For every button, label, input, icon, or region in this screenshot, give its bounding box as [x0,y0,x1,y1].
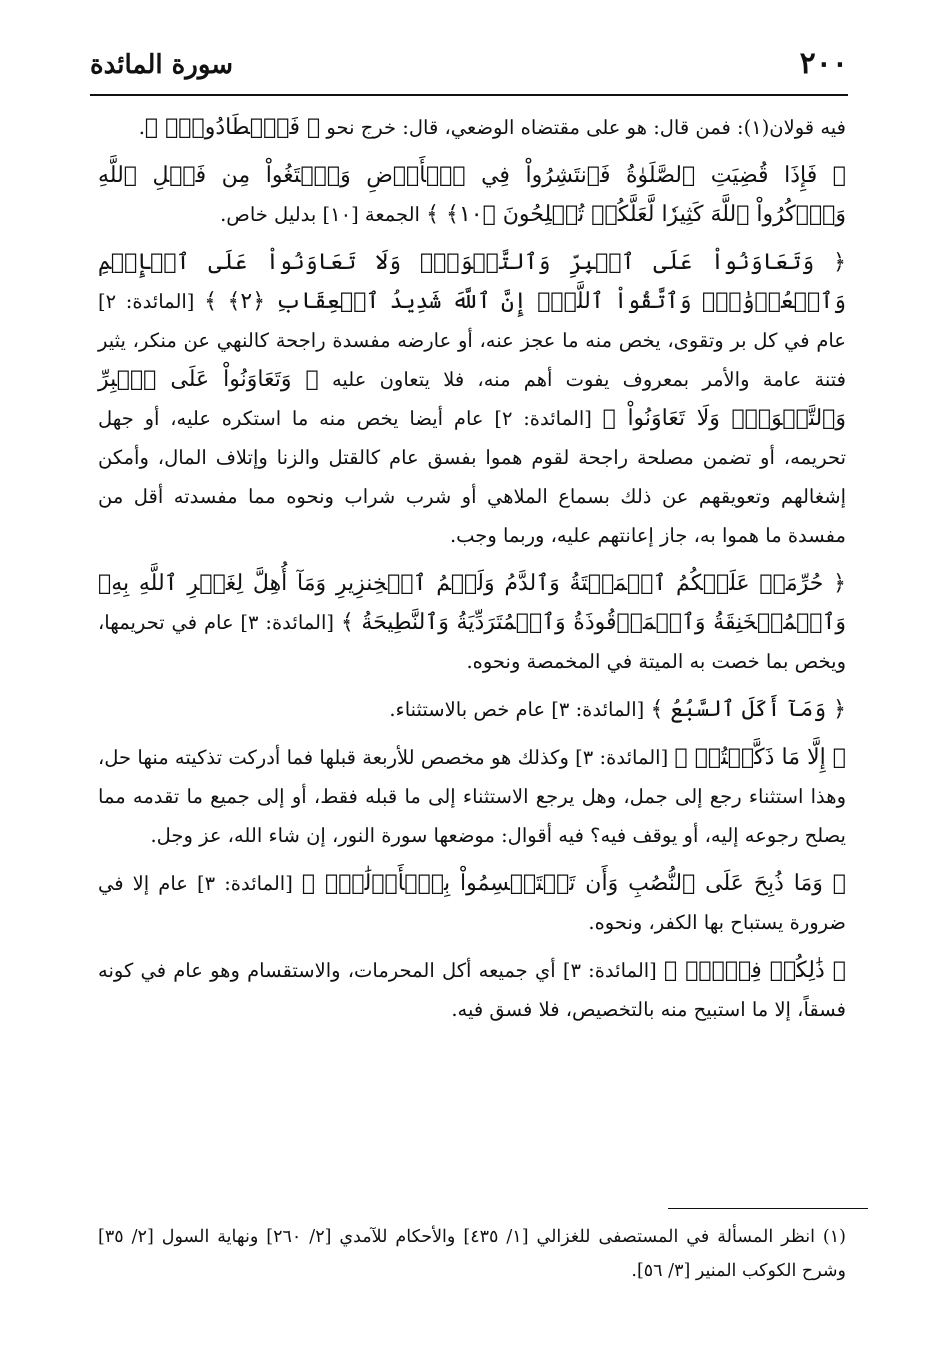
paragraph [98,738,846,855]
paragraph [98,864,846,942]
commentary-text: [المائدة: ٣] وكذلك هو مخصص للأربعة قبلها فما أدركت تذكيته منها حل، وهذا استثناء رجع إلى جمل، وهل يرجع الاستثناء إلى ما قبله فقط، أو إلى جميع ما تقدمه مما يصلح رجوعه إليه، أو يوقف فيه؟ فيه أقوال: موضعها سورة النور، إن شاء الله، عز وجل. [98,746,846,847]
quran-verse: ﴿ وَتَعَاوَنُواْ عَلَى ٱلۡبِرِّ وَٱلتَّقۡوَىٰۖ وَلَا تَعَاوَنُواْ عَلَى ٱلۡإِثۡمِ وَٱلۡعُدۡوَٰنِۚ وَٱتَّقُواْ ٱللَّهَۖ إِنَّ ٱللَّهَ شَدِيدُ ٱلۡعِقَابِ ﴿٢﴾ ﴾ [98,250,846,314]
footnote: (١) انظر المسألة في المستصفى للغزالي [١/ ٤٣٥] والأحكام للآمدي [٢/ ٢٦٠] ونهاية السول [٢/ ٣٥] وشرح الكوكب المنير [٣/ ٥٦]. [98,1227,846,1281]
footnote-rule [668,1208,868,1209]
commentary-text: الجمعة [١٠] بدليل خاص. [220,203,427,226]
commentary-text: [المائدة: ٣] عام في تحريمها، ويخص بما خصت به الميتة في المخمصة ونحوه. [98,611,846,673]
quran-verse: ﴿ وَمَا ذُبِحَ عَلَى ٱلنُّصُبِ وَأَن تَسۡتَقۡسِمُواْ بِٱلۡأَزۡلَٰمِۚ ﴾ [301,871,846,896]
paragraph [98,108,846,147]
commentary-text: [المائدة: ٣] عام خص بالاستثناء. [389,698,651,721]
quran-verse: ﴿ حُرِّمَتۡ عَلَيۡكُمُ ٱلۡمَيۡتَةُ وَٱلدَّمُ وَلَحۡمُ ٱلۡخِنزِيرِ وَمَآ أُهِلَّ لِغَيۡرِ ٱللَّهِ بِهِۦ وَٱلۡمُنۡخَنِقَةُ وَٱلۡمَوۡقُوذَةُ وَٱلۡمُتَرَدِّيَةُ وَٱلنَّطِيحَةُ ﴾ [98,571,846,635]
page-body [98,108,846,1038]
page-number: ٢٠٠ [799,46,848,81]
commentary-text: [المائدة: ٣] أي جميعه أكل المحرمات، والاستقسام وهو عام في كونه فسقاً، إلا ما استبيح منه بالتخصيص، فلا فسق فيه. [98,959,846,1021]
paragraph [98,564,846,681]
commentary-text: [المائدة: ٢] عام أيضا يخص منه ما استكره عليه، أو جهل تحريمه، أو تضمن مصلحة راجحة لقوم هموا بفسق عام كالقتل والزنا وإتلاف المال، وأمكن إشغالهم وتعويقهم عن ذلك بسماع الملاهي أو شرب شراب ونحوه مما مفسدته أقل من مفسدة ما هموا به، جاز إعانتهم عليه، وربما وجب. [98,407,846,547]
commentary-text: [المائدة: ٣] عام إلا في ضرورة يستباح بها الكفر، ونحوه. [98,872,846,934]
page-header [90,40,848,96]
quran-verse: ﴿ فَإِذَا قُضِيَتِ ٱلصَّلَوٰةُ فَٱنتَشِرُواْ فِي ٱلۡأَرۡضِ وَٱبۡتَغُواْ مِن فَضۡلِ ٱللَّهِ وَٱذۡكُرُواْ ٱللَّهَ كَثِيرٗا لَّعَلَّكُمۡ تُفۡلِحُونَ ﴿١٠﴾ ﴾ [98,163,846,227]
paragraph [98,243,846,555]
quran-verse: ﴿ إِلَّا مَا ذَكَّيۡتُمۡ ﴾ [674,745,847,770]
paragraph [98,690,846,729]
header-rule [90,94,848,96]
quran-verse: ﴿ وَتَعَاوَنُواْ عَلَى ٱلۡبِرِّ وَٱلتَّقۡوَىٰۖ وَلَا تَعَاوَنُواْ ﴾ [98,367,847,431]
commentary-text: [المائدة: ٢] عام في كل بر وتقوى، يخص منه ما عجز عنه، أو عارضه مفسدة راجحة كالنهي عن منكر، يثير فتنة عامة والأمر بمعروف يفوت أهم منه، فلا يتعاون عليه [98,290,846,391]
quran-verse: ﴿ فَٱصۡطَادُواْۚ ﴾ [144,115,321,140]
paragraph [98,156,846,234]
commentary-text: . [138,116,145,139]
quran-verse: ﴿ ذَٰلِكُمۡ فِسۡقٌۗ ﴾ [664,958,847,983]
quran-verse: ﴿ وَمَآ أَكَلَ ٱلسَّبُعُ ﴾ [650,697,846,722]
paragraph [98,951,846,1029]
surah-title: سورة المائدة [90,50,234,80]
commentary-text: فيه قولان(١): فمن قال: هو على مقتضاه الوضعي، قال: خرج نحو [320,116,846,139]
